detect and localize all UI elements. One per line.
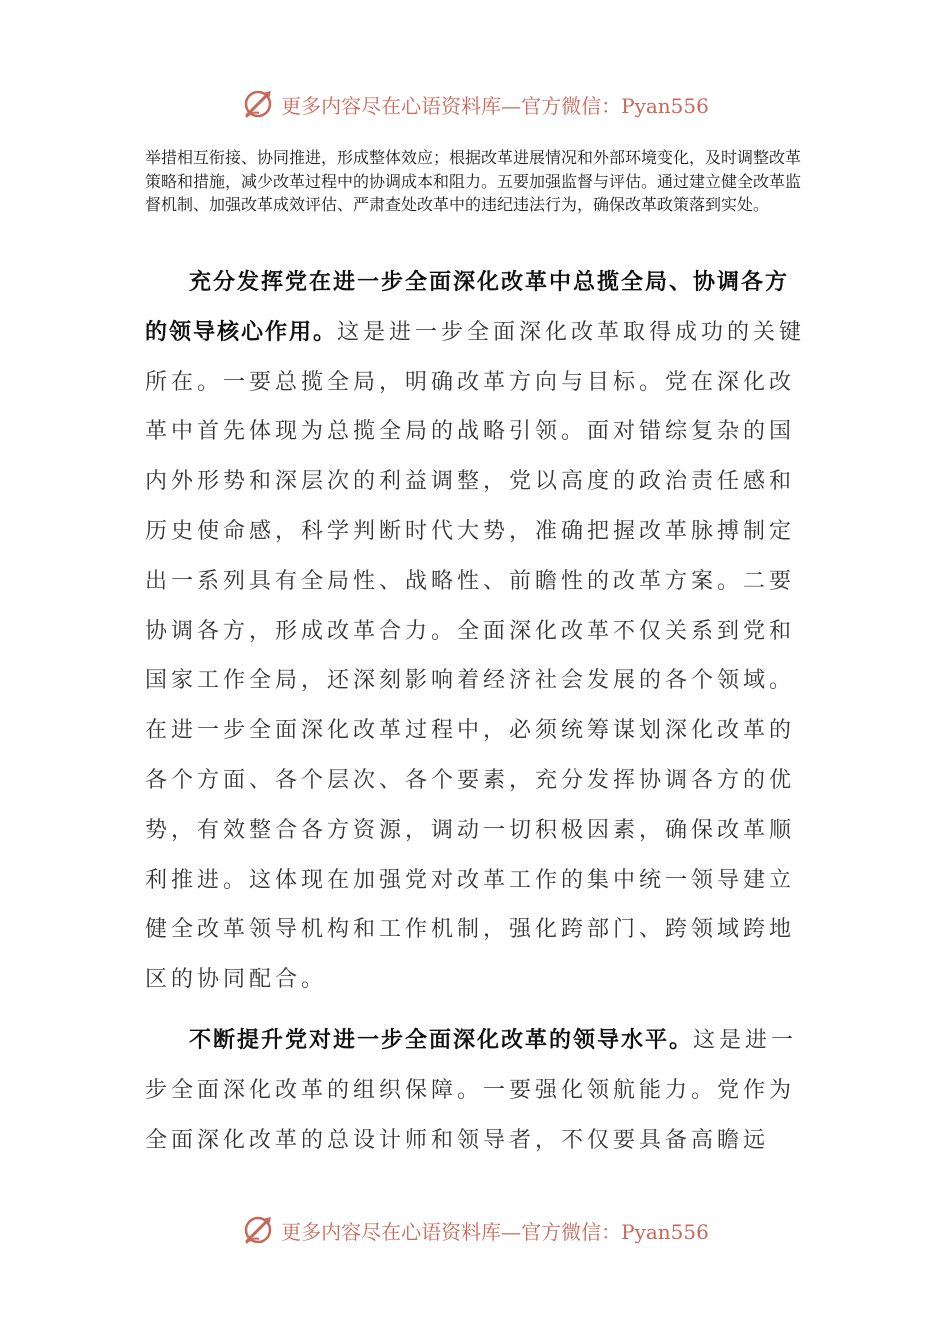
paragraph-leadership-level: [145, 1016, 810, 1165]
paragraph-body: 这是进一步全面深化改革的组织保障。一要强化领航能力。党作为全面深化改革的总设计师和领导者，不仅要具备高瞻远: [145, 1028, 798, 1153]
paragraph-heading: 不断提升党对进一步全面深化改革的领导水平。: [189, 1027, 694, 1053]
footer-banner: [0, 1210, 950, 1250]
banner-text: 更多内容尽在心语资料库—官方微信：Pyan556: [281, 93, 709, 118]
intro-paragraph: 举措相互衔接、协同推进，形成整体效应；根据改革进展情况和外部环境变化，及时调整改革策略和措施，减少改革过程中的协调成本和阻力。五要加强监督与评估。通过建立健全改革监督机制、加强改革成效评估、严肃查处改革中的违纪违法行为，确保改革政策落到实处。: [145, 148, 802, 214]
banner-text: 更多内容尽在心语资料库—官方微信：Pyan556: [281, 1219, 709, 1244]
header-banner: [0, 84, 950, 124]
paragraph-leadership-core: [145, 258, 810, 1005]
pen-logo-icon: [241, 1213, 275, 1247]
pen-logo-icon: [241, 87, 275, 121]
paragraph-body: 这是进一步全面深化改革取得成功的关键所在。一要总揽全局，明确改革方向与目标。党在深化改革中首先体现为总揽全局的战略引领。面对错综复杂的国内外形势和深层次的利益调整，党以高度的政治责任感和历史使命感，科学判断时代大势，准确把握改革脉搏制定出一系列具有全局性、战略性、前瞻性的改革方案。二要协调各方，形成改革合力。全面深化改革不仅关系到党和国家工作全局，还深刻影响着经济社会发展的各个领域。在进一步全面深化改革过程中，必须统筹谋划深化改革的各个方面、各个层次、各个要素，充分发挥协调各方的优势，有效整合各方资源，调动一切积极因素，确保改革顺利推进。这体现在加强党对改革工作的集中统一领导建立健全改革领导机构和工作机制，强化跨部门、跨领域跨地区的协同配合。: [145, 319, 806, 993]
paragraph-heading: 充分发挥党在进一步全面深化改革中总揽全局、协调各方的领导核心作用。: [145, 269, 790, 345]
